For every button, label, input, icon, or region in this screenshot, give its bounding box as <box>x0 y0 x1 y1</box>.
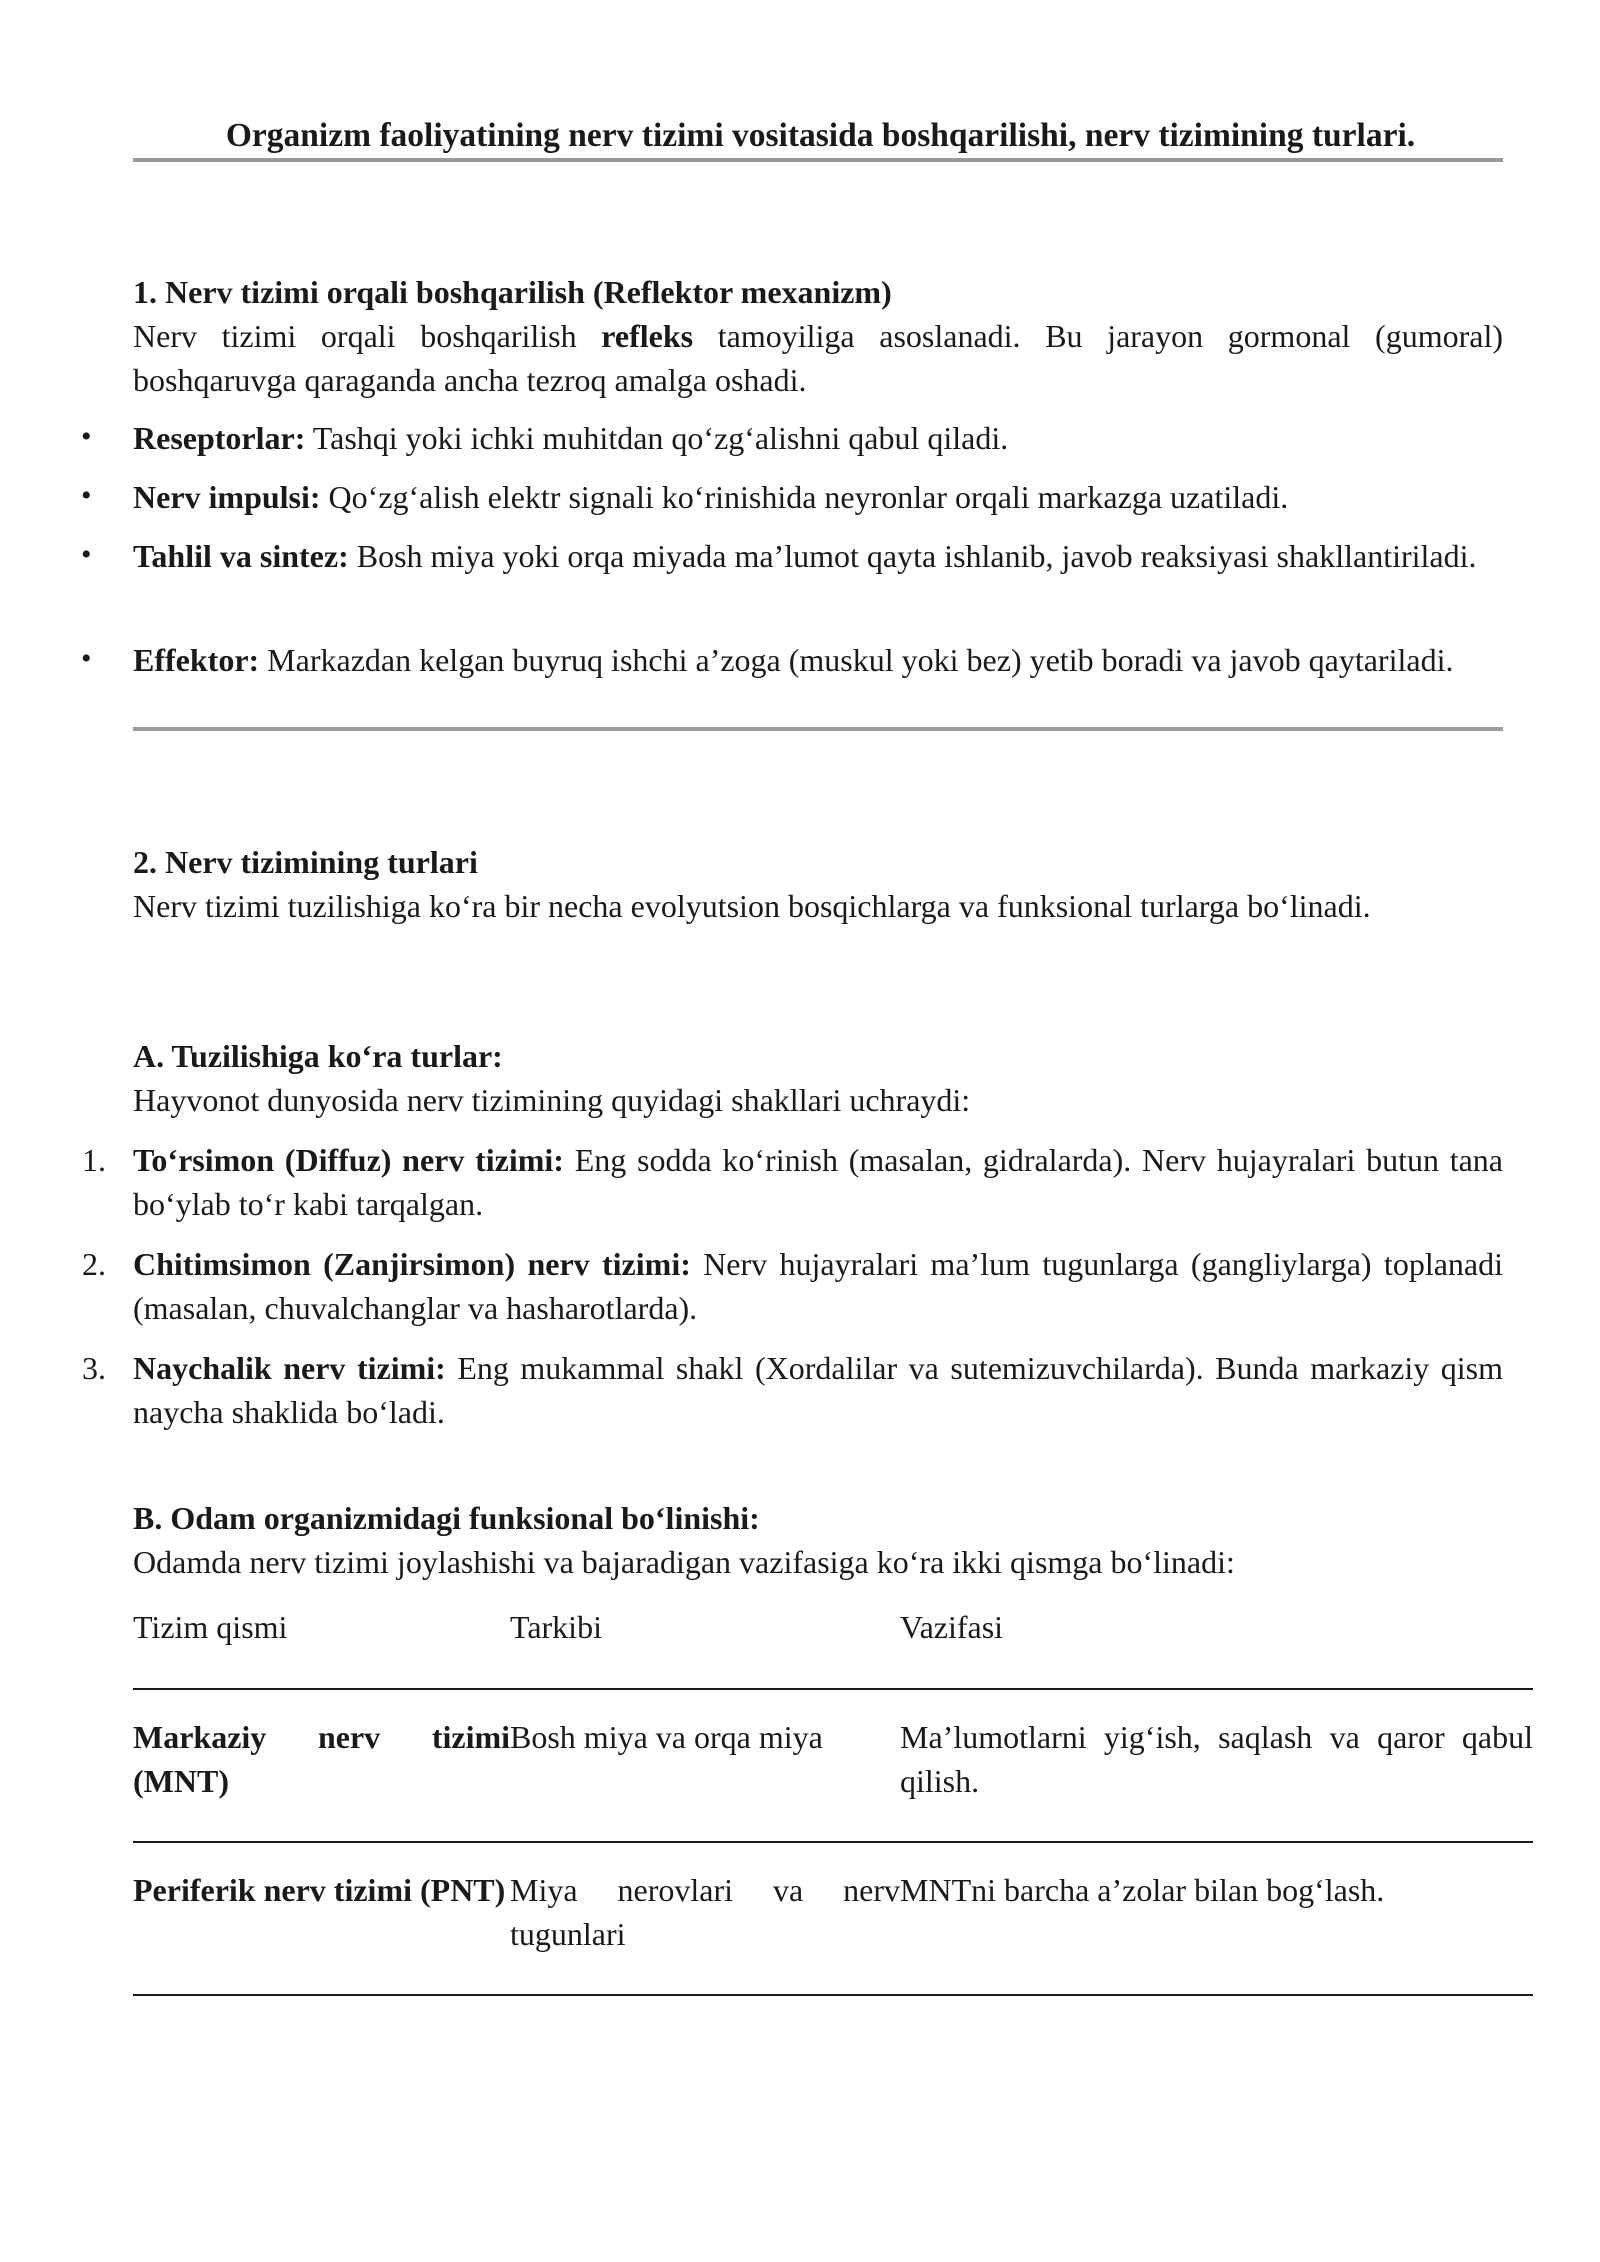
section-divider <box>133 727 1503 731</box>
section1-intro <box>133 314 1503 402</box>
section1-intro-before: Nerv tizimi orqali boshqarilish <box>133 318 602 354</box>
subsection-a-intro: Hayvonot dunyosida nerv tizimining quyidagi shakllari uchraydi: <box>133 1082 971 1118</box>
bullet-marker: • <box>81 642 92 675</box>
subsection-b-heading: B. Odam organizmidagi funksional bo‘linishi: <box>133 1500 760 1536</box>
list-number: 3. <box>82 1350 106 1386</box>
table-rule <box>133 1688 1533 1690</box>
section1-intro-bold: refleks <box>601 318 694 354</box>
table-rule <box>133 1994 1533 1996</box>
table-header-part: Tizim qismi <box>133 1609 288 1645</box>
table-header-composition: Tarkibi <box>510 1609 602 1645</box>
bullet-text: Tashqi yoki ichki muhitdan qo‘zg‘alishni qabul qiladi. <box>305 420 1009 456</box>
table-cell-part: Periferik nerv tizimi (PNT) <box>133 1872 506 1908</box>
list-item <box>133 1138 1503 1226</box>
section2-heading: 2. Nerv tizimining turlari <box>133 844 478 880</box>
list-item <box>133 416 1503 460</box>
bullet-term: Tahlil va sintez: <box>133 538 349 574</box>
bullet-marker: • <box>81 420 92 453</box>
subsection-a-heading: A. Tuzilishiga ko‘ra turlar: <box>133 1038 503 1074</box>
bullet-term: Reseptorlar: <box>133 420 306 456</box>
bullet-marker: • <box>81 538 92 571</box>
item-term: To‘rsimon (Diffuz) nerv tizimi: <box>133 1142 564 1178</box>
item-text: Nerv hujayralari ma’lum tugunlarga (gangliylarga) toplanadi (masalan, chuvalchanglar va hasharotlarda). <box>133 1246 1503 1326</box>
item-text: Eng mukammal shakl (Xordalilar va sutemizuvchilarda). Bunda markaziy qism naycha shaklida bo‘ladi. <box>133 1350 1504 1430</box>
bullet-term: Nerv impulsi: <box>133 479 321 515</box>
table-cell-composition: Miya nerovlari va nerv tugunlari <box>510 1872 900 1952</box>
item-text: Eng sodda ko‘rinish (masalan, gidralarda). Nerv hujayralari butun tana bo‘ylab to‘r kabi tarqalgan. <box>133 1142 1504 1222</box>
table-cell-part: Markaziy nerv tizimi (MNT) <box>133 1719 510 1799</box>
section1-heading: 1. Nerv tizimi orqali boshqarilish (Reflektor mexanizm) <box>133 274 892 310</box>
item-term: Chitimsimon (Zanjirsimon) nerv tizimi: <box>133 1246 691 1282</box>
page-title: Organizm faoliyatining nerv tizimi vositasida boshqarilishi, nerv tizimining turlari. <box>225 117 1416 154</box>
bullet-term: Effektor: <box>133 642 260 678</box>
table-cell-function: MNTni barcha a’zolar bilan bog‘lash. <box>900 1872 1385 1908</box>
list-item <box>133 475 1503 519</box>
list-item <box>133 1346 1503 1434</box>
list-item <box>133 638 1503 682</box>
subsection-b-intro: Odamda nerv tizimi joylashishi va bajaradigan vazifasiga ko‘ra ikki qismga bo‘linadi: <box>133 1544 1235 1580</box>
table-cell-composition: Bosh miya va orqa miya <box>510 1719 823 1755</box>
table-header-function: Vazifasi <box>900 1609 1004 1645</box>
table-cell-function: Ma’lumotlarni yig‘ish, saqlash va qaror qabul qilish. <box>900 1719 1533 1799</box>
title-divider <box>133 158 1503 162</box>
table-rule <box>133 1841 1533 1843</box>
list-number: 1. <box>82 1142 106 1178</box>
list-number: 2. <box>82 1246 106 1282</box>
bullet-text: Qo‘zg‘alish elektr signali ko‘rinishida neyronlar orqali markazga uzatiladi. <box>320 479 1289 515</box>
item-term: Naychalik nerv tizimi: <box>133 1350 446 1386</box>
bullet-text: Markazdan kelgan buyruq ishchi a’zoga (muskul yoki bez) yetib boradi va javob qaytariladi. <box>259 642 1454 678</box>
bullet-text: Bosh miya yoki orqa miyada ma’lumot qayta ishlanib, javob reaksiyasi shakllantiriladi. <box>348 538 1477 574</box>
list-item <box>133 534 1503 578</box>
section2-intro: Nerv tizimi tuzilishiga ko‘ra bir necha evolyutsion bosqichlarga va funksional turlarga bo‘linadi. <box>133 888 1371 924</box>
section1-intro-after: tamoyiliga asoslanadi. Bu jarayon gormonal (gumoral) boshqaruvga qaraganda ancha tezroq amalga oshadi. <box>133 318 1504 398</box>
list-item <box>133 1242 1503 1330</box>
bullet-marker: • <box>81 479 92 512</box>
